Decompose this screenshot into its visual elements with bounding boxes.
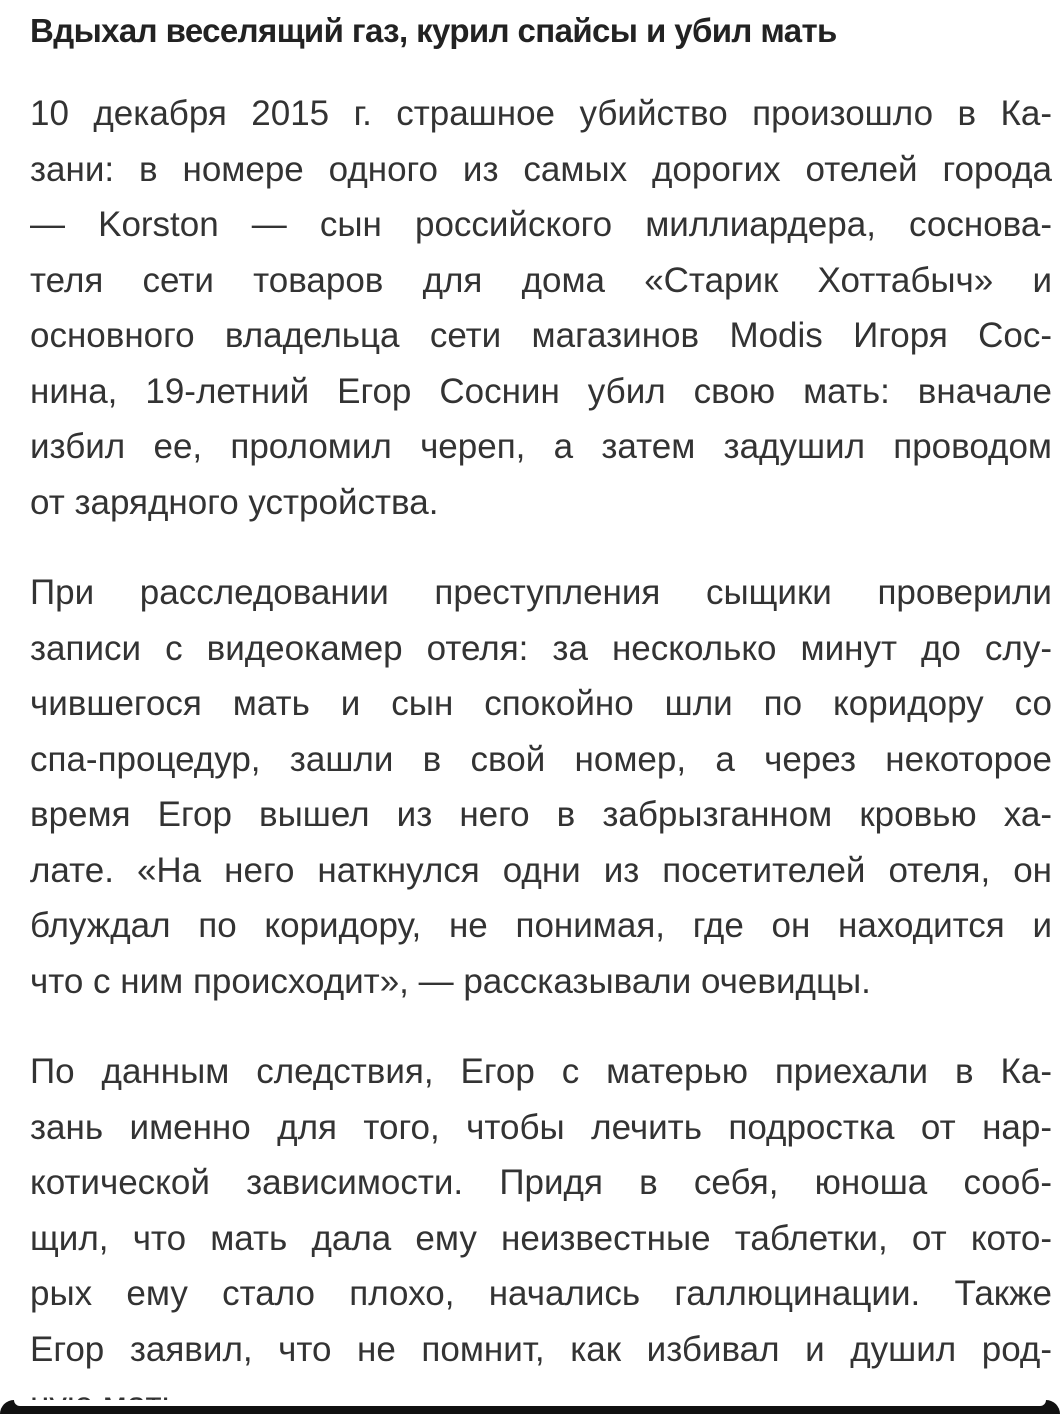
paragraph-line: основного владельца сети магазинов Modis Игоря Сос- — [30, 316, 1052, 355]
paragraph-line: зани: в номере одного из самых дорогих отелей города — [30, 149, 1052, 189]
paragraph-line: избил ее, проломил череп, а затем задушил проводом — [30, 427, 1052, 466]
paragraph-line: лате. «На него наткнулся одни из посетителей отеля, он — [30, 850, 1052, 890]
paragraph-line: рых ему стало плохо, начались галлюцинации. Также — [30, 1274, 1052, 1313]
paragraph-line: чившегося мать и сын спокойно шли по коридору со — [30, 684, 1052, 723]
article-paragraph-2 — [30, 565, 1052, 1009]
paragraph-line: Егор заявил, что не помнит, как избивал и душил род- — [30, 1329, 1052, 1369]
screen-bottom-edge — [0, 1400, 1060, 1414]
paragraph-line: зань именно для того, чтобы лечить подростка от нар- — [30, 1107, 1052, 1147]
paragraph-line: записи с видеокамер отеля: за несколько минут до слу- — [30, 628, 1052, 668]
paragraph-line: спа-процедур, зашли в свой номер, а через некоторое — [30, 739, 1052, 779]
article-paragraph-3 — [30, 1044, 1052, 1414]
article — [30, 0, 1052, 1414]
paragraph-line: — Korston — сын российского миллиардера, соснова- — [30, 205, 1052, 244]
paragraph-line: нина, 19-летний Егор Соснин убил свою мать: вначале — [30, 371, 1052, 411]
article-paragraph-1 — [30, 86, 1052, 530]
paragraph-line: что с ним происходит», — рассказывали очевидцы. — [30, 961, 871, 1001]
screen-corner-mask — [14, 1400, 1046, 1406]
paragraph-line: время Егор вышел из него в забрызганном кровью ха- — [30, 795, 1052, 834]
paragraph-line: По данным следствия, Егор с матерью приехали в Ка- — [30, 1052, 1052, 1091]
paragraph-line: щил, что мать дала ему неизвестные таблетки, от кото- — [30, 1218, 1052, 1258]
paragraph-line: котической зависимости. Придя в себя, юноша сооб- — [30, 1163, 1052, 1202]
paragraph-line: от зарядного устройства. — [30, 482, 439, 522]
paragraph-line: При расследовании преступления сыщики проверили — [30, 573, 1052, 612]
article-title: Вдыхал веселящий газ, курил спайсы и убил мать — [30, 12, 837, 49]
paragraph-line: теля сети товаров для дома «Старик Хоттабыч» и — [30, 260, 1052, 300]
paragraph-line: блуждал по коридору, не понимая, где он находится и — [30, 906, 1052, 945]
paragraph-line: 10 декабря 2015 г. страшное убийство произошло в Ка- — [30, 94, 1052, 133]
